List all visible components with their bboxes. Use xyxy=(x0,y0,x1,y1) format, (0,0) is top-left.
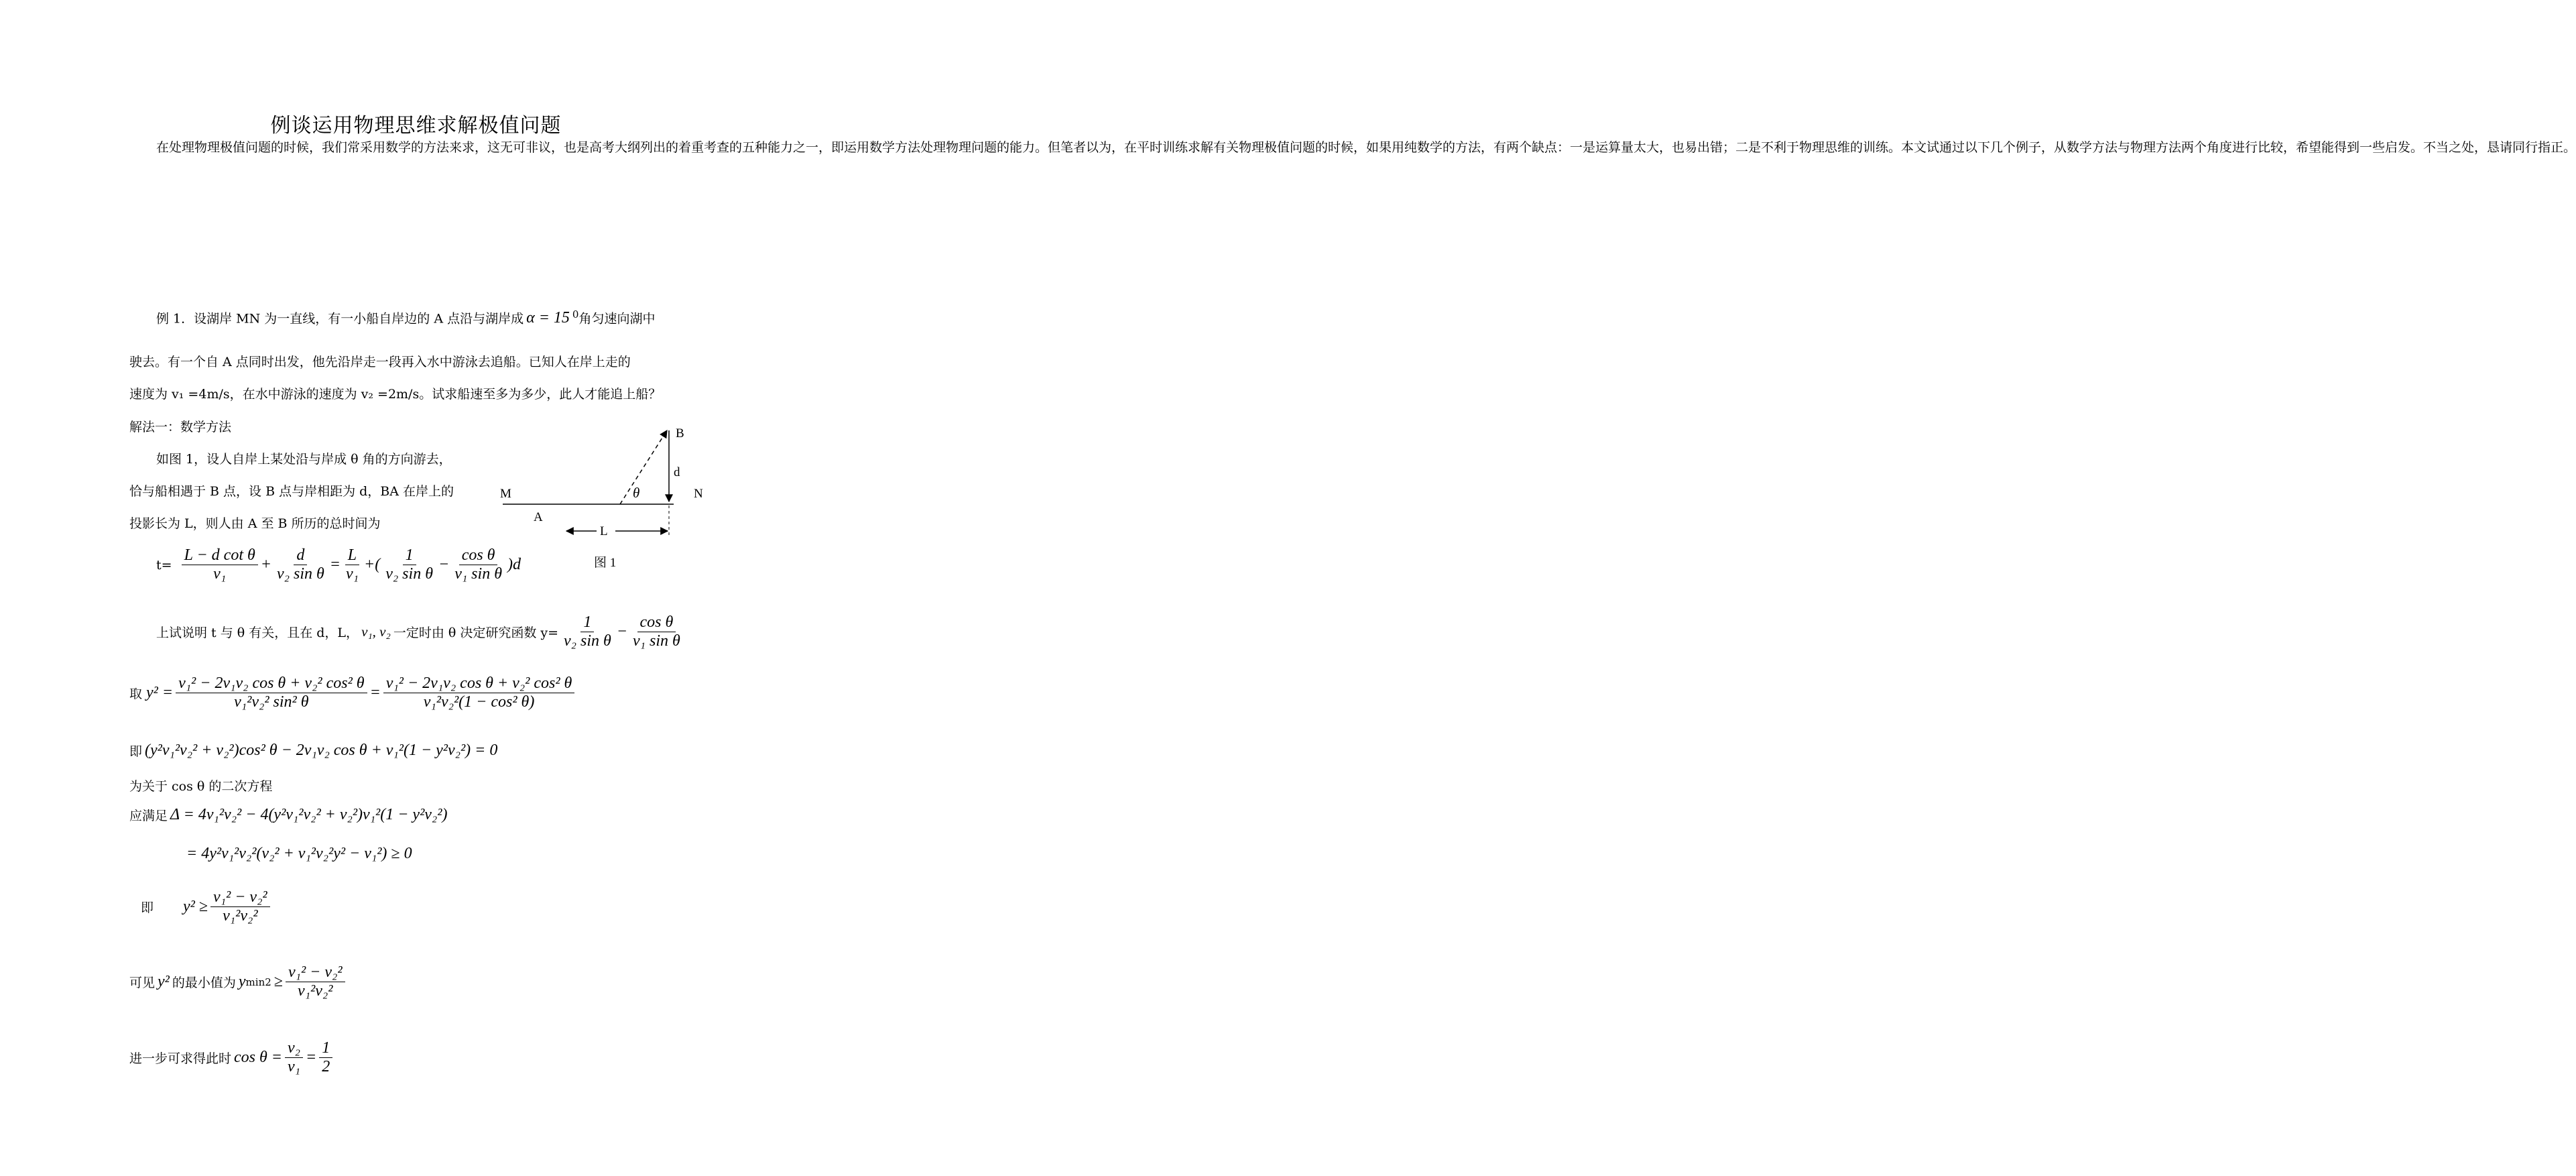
swim-path xyxy=(620,430,667,504)
figure-caption: 图 1 xyxy=(594,556,617,570)
fraction: $\frac{\text{cos θ}}{\text{v₁ sin θ}}$ xyxy=(454,546,502,583)
minimum-value: 可见 y² 的最小值为 y min 2 ≥ $\frac{\text{v₁² − v₂²}}{\text{v₁²v₂²}}$ xyxy=(129,963,348,1000)
label-d: d xyxy=(674,465,680,479)
fraction: $\frac{\text{v₁² − v₂²}}{\text{v₁²v₂²}}$ xyxy=(286,963,345,1000)
delta-line-2: = 4y²v₁²v₂²(v₂² + v₁²v₂²y² − v₁²) ≥ 0 xyxy=(186,845,412,862)
fraction: $\frac{\text{v₁² − 2v₁v₂ cos θ + v₂² cos² θ}}{\text{v₁²v₂² sin² θ}}$ xyxy=(176,674,367,711)
label-n: N xyxy=(694,487,703,501)
fraction: $\frac{\text{cos θ}}{\text{v₁ sin θ}}$ xyxy=(633,613,680,650)
intro-text: 在处理物理极值问题的时候，我们常采用数学的方法来求，这无可非议，也是高考大纲列出的着重考查的五种能力之一，即运用数学方法处理物理问题的能力。但笔者以为，在平时训练求解有关物理极值问题的时候，如果用纯数学的方法，有两个缺点：一是运算量太大，也易出错；二是不利于物理思维的训练。本文试通过以下几个例子，从数学方法与物理方法两个角度进行比较，希望能得到一些启发。不当之处，恳请同行指正。 xyxy=(156,140,2576,155)
fraction: $\frac{1}{\text{v₂ sin θ}}$ xyxy=(385,546,433,583)
fraction: $\frac{\text{L − d cot θ}}{\text{v₁}}$ xyxy=(182,546,258,583)
fraction: $\frac{\text{v₂}}{\text{v₁}}$ xyxy=(285,1039,303,1076)
figure-1 xyxy=(496,422,724,577)
quadratic-note: 为关于 cos θ 的二次方程 xyxy=(129,779,273,794)
fraction: $\frac{d}{\text{v₂ sin θ}}$ xyxy=(276,546,324,583)
example-1-line-2: 驶去。有一个自 A 点同时出发，他先沿岸走一段再入水中游泳去追船。已知人在岸上走的 xyxy=(129,355,631,369)
page-title: 例谈运用物理思维求解极值问题 xyxy=(270,114,562,137)
method-1-line-3: 投影长为 L，则人由 A 至 B 所历的总时间为 xyxy=(129,516,381,531)
method-1-line-2: 恰与船相遇于 B 点，设 B 点与岸相距为 d，BA 在岸上的 xyxy=(129,484,454,499)
fraction: $\frac{1}{\text{v₂ sin θ}}$ xyxy=(564,613,611,650)
label-theta: θ xyxy=(633,485,640,501)
angle-expression: α = 15 xyxy=(526,309,570,327)
label-l: L xyxy=(600,524,608,538)
intro-paragraph xyxy=(129,131,2576,164)
example-1-line-1: 例 1．设湖岸 MN 为一直线，有一小船自岸边的 A 点沿与湖岸成 α = 15 $^0$角匀速向湖中 xyxy=(156,308,656,327)
method-1-line-1: 如图 1，设人自岸上某处沿与岸成 θ 角的方向游去， xyxy=(156,452,452,467)
y-squared-equation: 取 y² = $\frac{\text{v₁² − 2v₁v₂ cos θ + v₂² cos² θ}}{\text{v₁²v₂² sin² θ}}$ = $\frac{\text{v₁² − 2v₁v₂ cos θ + v₂² cos² θ}}{\text{v₁²v₂²(1 − cos² θ)}}$ xyxy=(129,674,577,711)
fraction: $\frac{\text{v₁² − 2v₁v₂ cos θ + v₂² cos² θ}}{\text{v₁²v₂²(1 − cos² θ)}}$ xyxy=(383,674,575,711)
final-result: 进一步可求得此时 cos θ = $\frac{\text{v₂}}{\text{v₁}}$ = $\frac{1}{2}$ xyxy=(129,1039,335,1076)
function-description: 上试说明 t 与 θ 有关，且在 d，L， v₁, v₂ 一定时由 θ 决定研究函数 y= $\frac{1}{\text{v₂ sin θ}}$ − $\frac{\text{cos θ}}{\text{v₁ sin θ}}$ xyxy=(156,613,686,650)
fraction: $\frac{L}{\text{v₁}}$ xyxy=(345,546,359,583)
example-1-line-3: 速度为 v₁ =4m/s，在水中游泳的速度为 v₂ =2m/s。试求船速至多为多少，此人才能追上船？ xyxy=(129,387,662,402)
fraction: $\frac{\text{v₁² − v₂²}}{\text{v₁²v₂²}}$ xyxy=(210,888,270,925)
label-b: B xyxy=(676,426,684,440)
delta-line-1: 应满足 Δ = 4v₁²v₂² − 4(y²v₁²v₂² + v₂²)v₁²(1 − y²v₂²) xyxy=(129,806,448,823)
fraction: $\frac{1}{2}$ xyxy=(319,1039,332,1076)
inequality: 即 y² ≥ $\frac{\text{v₁² − v₂²}}{\text{v₁²v₂²}}$ xyxy=(141,888,273,925)
time-equation: t= $\frac{\text{L − d cot θ}}{\text{v₁}}$ + $\frac{d}{\text{v₂ sin θ}}$ = $\frac{L}{\text{v₁}}$ + ( $\frac{1}{\text{v₂ sin θ}}$ − $\frac{\text{cos θ}}{\text{v₁ sin θ}}$ )d xyxy=(156,546,521,583)
method-1-heading: 解法一：数学方法 xyxy=(129,420,232,434)
quadratic-equation: 即 (y²v₁²v₂² + v₂²)cos² θ − 2v₁v₂ cos θ + v₁²(1 − y²v₂²) = 0 xyxy=(129,742,498,759)
label-a: A xyxy=(534,510,543,524)
label-m: M xyxy=(500,487,511,501)
